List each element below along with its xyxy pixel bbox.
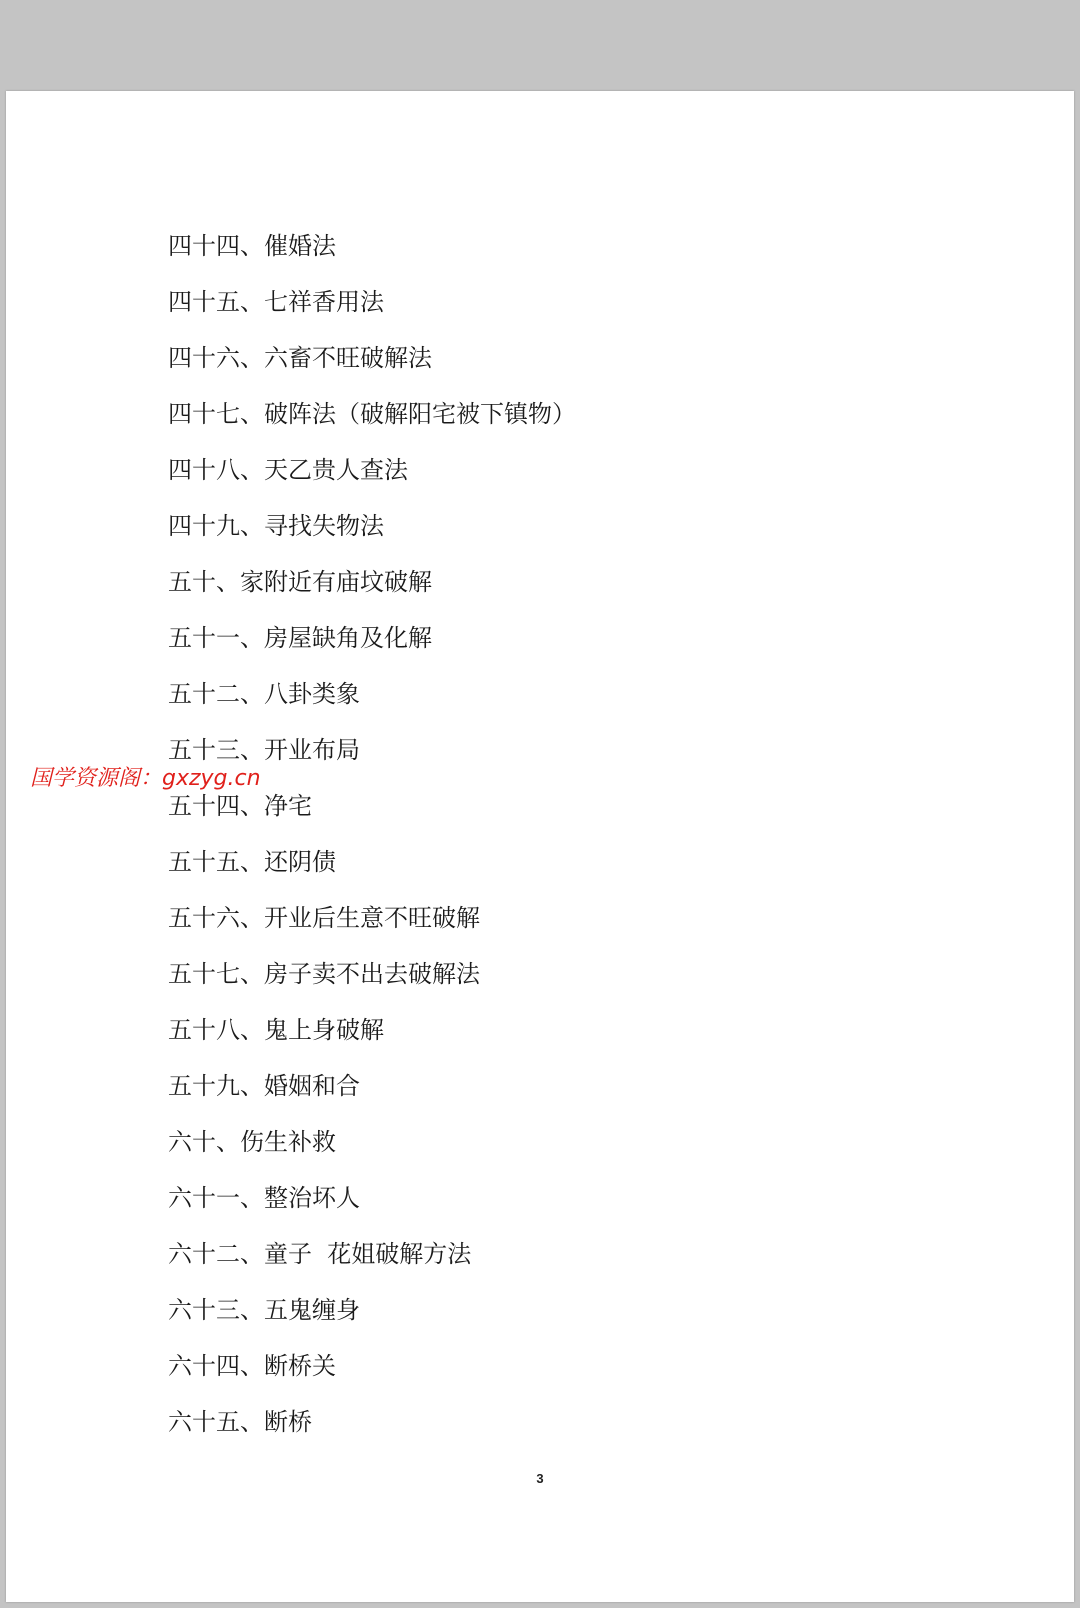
toc-item: 四十四、催婚法 <box>168 232 336 260</box>
toc-item: 四十七、破阵法（破解阳宅被下镇物） <box>168 400 576 428</box>
toc-item: 四十五、七祥香用法 <box>168 288 384 316</box>
toc-item: 五十七、房子卖不出去破解法 <box>168 960 480 988</box>
toc-item: 四十八、天乙贵人查法 <box>168 456 408 484</box>
toc-item: 四十六、六畜不旺破解法 <box>168 344 432 372</box>
toc-item: 六十四、断桥关 <box>168 1352 336 1380</box>
toc-item: 五十三、开业布局 <box>168 736 360 764</box>
toc-item: 六十一、整治坏人 <box>168 1184 360 1212</box>
toc-item: 五十五、还阴债 <box>168 848 336 876</box>
toc-item: 四十九、寻找失物法 <box>168 512 384 540</box>
document-page <box>6 91 1074 1602</box>
toc-item: 五十八、鬼上身破解 <box>168 1016 384 1044</box>
table-of-contents <box>168 231 576 1463</box>
toc-item: 六十、伤生补救 <box>168 1128 336 1156</box>
toc-item: 五十、家附近有庙坟破解 <box>168 568 432 596</box>
toc-item: 六十五、断桥 <box>168 1408 312 1436</box>
page-number: 3 <box>536 1471 544 1486</box>
toc-item: 五十四、净宅 <box>168 792 312 820</box>
watermark-text: 国学资源阁：gxzyg.cn <box>30 766 261 791</box>
toc-item: 六十二、童子 花姐破解方法 <box>168 1240 472 1268</box>
toc-item: 五十九、婚姻和合 <box>168 1072 360 1100</box>
toc-item: 五十一、房屋缺角及化解 <box>168 624 432 652</box>
toc-item: 五十二、八卦类象 <box>168 680 360 708</box>
toc-item: 六十三、五鬼缠身 <box>168 1296 360 1324</box>
toc-item: 五十六、开业后生意不旺破解 <box>168 904 480 932</box>
